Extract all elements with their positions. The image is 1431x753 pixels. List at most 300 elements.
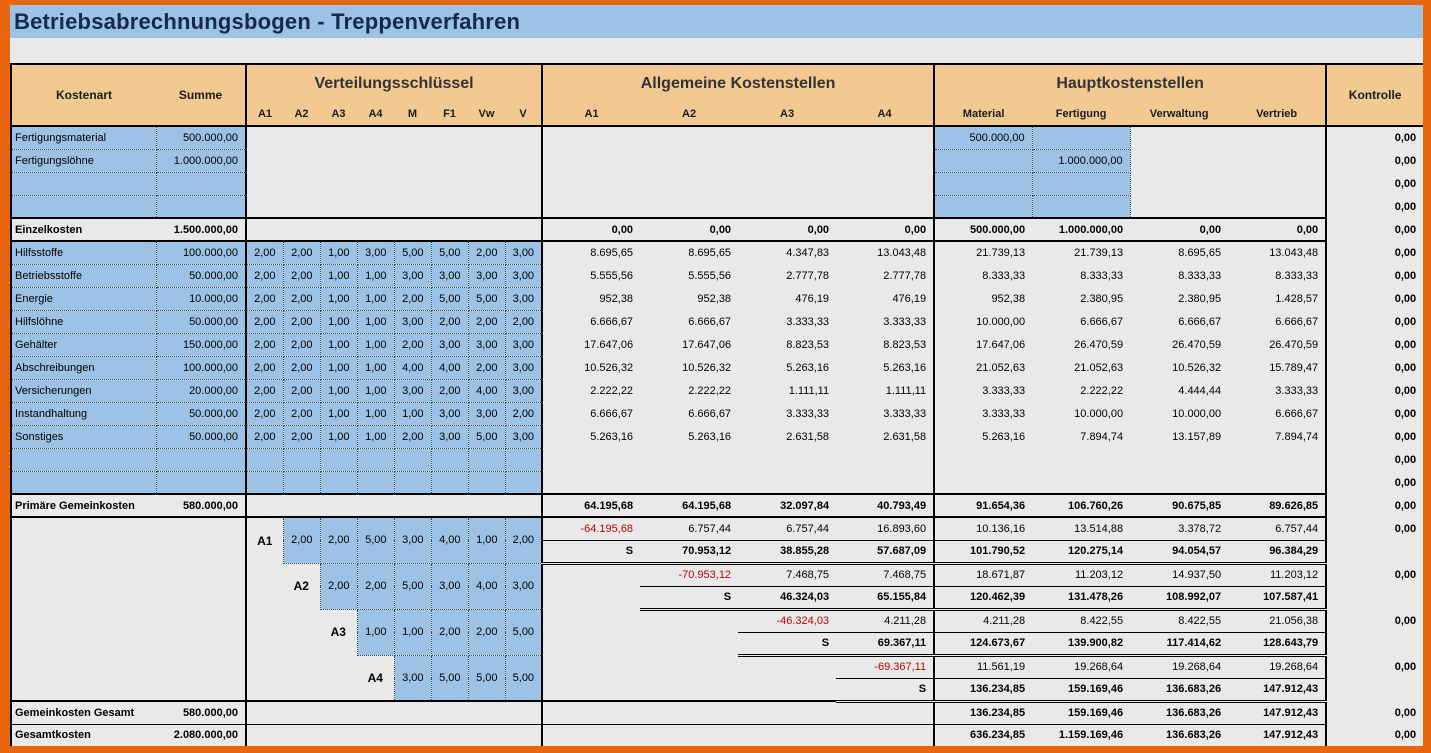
cell-vs-a4[interactable]: 1,00 [357,264,394,287]
cell-vs-a2[interactable]: 2,00 [283,287,320,310]
cell-vs-key-a1[interactable]: 2,00 [505,517,542,563]
cell-kontrolle[interactable]: 0,00 [1326,126,1423,149]
cell-vs-key-a1[interactable]: 2,00 [283,517,320,563]
cell-kontrolle[interactable]: 0,00 [1326,195,1423,218]
cell-summe[interactable]: 100.000,00 [156,241,246,264]
cell-ak-a4[interactable]: 40.793,49 [836,494,934,517]
cell-summe[interactable]: 10.000,00 [156,287,246,310]
cell-ak-a4[interactable]: 5.263,16 [836,356,934,379]
cell-vs-key-a1[interactable]: 2,00 [320,517,357,563]
cell-kostenart-gehaelter[interactable]: Gehälter [11,333,156,356]
cell-vs-f1[interactable] [431,448,468,471]
cell-kostenart-betriebsstoffe[interactable]: Betriebsstoffe [11,264,156,287]
cell-hk-sum-a2[interactable]: 107.587,41 [1228,586,1326,609]
cell-vs-v[interactable]: 2,00 [505,310,542,333]
cell-hk-alloc-a3[interactable]: 8.422,55 [1130,609,1228,632]
cell-vs-a4[interactable] [357,471,394,494]
cell-hk-vertrieb[interactable]: 6.666,67 [1228,402,1326,425]
cell-hk-material[interactable]: 952,38 [934,287,1032,310]
cell-vs-a2[interactable]: 2,00 [283,333,320,356]
cell-vs-vw[interactable]: 3,00 [468,333,505,356]
cell-vs-key-a2[interactable]: 2,00 [320,563,357,609]
cell-ak-a4[interactable]: 476,19 [836,287,934,310]
cell-hk-verwaltung[interactable]: 6.666,67 [1130,310,1228,333]
cell-kostenart-gemeinkosten-gesamt[interactable]: Gemeinkosten Gesamt [11,701,156,724]
cell-summe[interactable]: 1.000.000,00 [156,149,246,172]
cell-hk-fertigung[interactable]: 26.470,59 [1032,333,1130,356]
cell-ak-a1[interactable]: 2.222,22 [542,379,640,402]
cell-ak-a3[interactable]: 1.111,11 [738,379,836,402]
cell-hk-fertigung[interactable]: 8.333,33 [1032,264,1130,287]
cell-hk-alloc-a2[interactable]: 11.203,12 [1032,563,1130,586]
cell-kostenart-fertigungsmaterial[interactable]: Fertigungsmaterial [11,126,156,149]
cell-ak-a3[interactable]: 8.823,53 [738,333,836,356]
cell-hk-vertrieb[interactable]: 147.912,43 [1228,701,1326,724]
cell-kostenart-primaere-gemeinkosten[interactable]: Primäre Gemeinkosten [11,494,156,517]
cell-kostenart-versicherungen[interactable]: Versicherungen [11,379,156,402]
cell-vs-v[interactable] [505,471,542,494]
cell-summe[interactable]: 50.000,00 [156,310,246,333]
cell-hk-alloc-a2[interactable]: 18.671,87 [934,563,1032,586]
cell-summe[interactable]: 50.000,00 [156,425,246,448]
cell-vs-vw[interactable]: 5,00 [468,287,505,310]
cell-vs-a3[interactable]: 1,00 [320,379,357,402]
cell-ak-a1[interactable]: 6.666,67 [542,310,640,333]
cell-vs-f1[interactable]: 3,00 [431,402,468,425]
cell-hk-vertrieb[interactable]: 7.894,74 [1228,425,1326,448]
cell-ak-a2[interactable]: 6.666,67 [640,402,738,425]
cell-vs-vw[interactable]: 2,00 [468,310,505,333]
cell-vs-v[interactable]: 3,00 [505,333,542,356]
cell-hk-verwaltung[interactable]: 10.000,00 [1130,402,1228,425]
cell-vs-v[interactable]: 3,00 [505,356,542,379]
cell-vs-a1[interactable]: 2,00 [246,425,283,448]
cell-ak-a2[interactable]: 2.222,22 [640,379,738,402]
cell-ak-sum-a1[interactable]: 38.855,28 [738,540,836,563]
cell-hk-verwaltung[interactable]: 26.470,59 [1130,333,1228,356]
cell-kontrolle[interactable]: 0,00 [1326,172,1423,195]
cell-hk-verwaltung[interactable]: 0,00 [1130,218,1228,241]
cell-hk-material[interactable]: 636.234,85 [934,724,1032,746]
cell-ak-alloc-a2[interactable]: 7.468,75 [738,563,836,586]
cell-summe[interactable]: 150.000,00 [156,333,246,356]
cell-ak-a3[interactable]: 3.333,33 [738,310,836,333]
cell-vs-a4[interactable]: 3,00 [357,241,394,264]
cell-kostenart-hilfsloehne[interactable]: Hilfslöhne [11,310,156,333]
cell-vs-a3[interactable]: 1,00 [320,241,357,264]
cell-hk-material[interactable]: 500.000,00 [934,126,1032,149]
cell-ak-sum-a4[interactable] [738,678,836,701]
cell-kostenart-blank[interactable] [11,172,156,195]
cell-summe[interactable]: 100.000,00 [156,356,246,379]
cell-hk-verwaltung[interactable]: 10.526,32 [1130,356,1228,379]
cell-ak-alloc-a3[interactable] [542,609,640,632]
cell-ak-a3[interactable]: 4.347,83 [738,241,836,264]
cell-kontrolle[interactable]: 0,00 [1326,517,1423,540]
cell-hk-alloc-a3[interactable]: 8.422,55 [1032,609,1130,632]
cell-vs-vw[interactable]: 3,00 [468,264,505,287]
cell-hk-sum-a3[interactable]: 124.673,67 [934,632,1032,655]
cell-vs-v[interactable]: 3,00 [505,264,542,287]
cell-vs-key-a4[interactable]: 5,00 [431,655,468,701]
cell-hk-sum-a3[interactable]: 139.900,82 [1032,632,1130,655]
cell-kostenart-fertigungsloehne[interactable]: Fertigungslöhne [11,149,156,172]
cell-hk-vertrieb[interactable]: 0,00 [1228,218,1326,241]
cell-vs-a3[interactable]: 1,00 [320,310,357,333]
cell-ak-alloc-a4[interactable] [738,655,836,678]
cell-vs-m[interactable]: 5,00 [394,241,431,264]
cell-hk-material[interactable]: 21.739,13 [934,241,1032,264]
cell-vs-f1[interactable]: 5,00 [431,241,468,264]
cell-hk-verwaltung[interactable]: 90.675,85 [1130,494,1228,517]
cell-vs-m[interactable]: 3,00 [394,264,431,287]
cell-vs-key-a1[interactable]: 1,00 [468,517,505,563]
cell-hk-fertigung[interactable]: 21.739,13 [1032,241,1130,264]
cell-ak-sum-a2[interactable]: 65.155,84 [836,586,934,609]
cell-kontrolle[interactable]: 0,00 [1326,218,1423,241]
cell-vs-a3[interactable]: 1,00 [320,402,357,425]
cell-ak-a4[interactable]: 0,00 [836,218,934,241]
cell-ak-a1[interactable]: 5.555,56 [542,264,640,287]
cell-ak-sum-a1[interactable]: 70.953,12 [640,540,738,563]
cell-ak-alloc-a3[interactable] [640,609,738,632]
cell-hk-material[interactable] [934,172,1032,195]
cell-hk-fertigung[interactable]: 2.222,22 [1032,379,1130,402]
cell-vs-a1[interactable]: 2,00 [246,402,283,425]
cell-hk-fertigung[interactable]: 1.000.000,00 [1032,149,1130,172]
cell-vs-a4[interactable]: 1,00 [357,310,394,333]
cell-vs-a2[interactable]: 2,00 [283,402,320,425]
cell-hk-alloc-a1[interactable]: 13.514,88 [1032,517,1130,540]
cell-vs-v[interactable]: 3,00 [505,425,542,448]
cell-vs-key-a4[interactable]: 5,00 [505,655,542,701]
cell-hk-sum-a2[interactable]: 131.478,26 [1032,586,1130,609]
cell-vs-a1[interactable]: 2,00 [246,241,283,264]
cell-kostenart-sonstiges[interactable]: Sonstiges [11,425,156,448]
cell-hk-vertrieb[interactable]: 8.333,33 [1228,264,1326,287]
cell-hk-verwaltung[interactable]: 136.683,26 [1130,701,1228,724]
cell-vs-m[interactable]: 3,00 [394,379,431,402]
cell-ak-a4[interactable]: 8.823,53 [836,333,934,356]
cell-vs-a3[interactable] [320,448,357,471]
cell-ak-a1[interactable]: 8.695,65 [542,241,640,264]
cell-vs-a2[interactable] [283,448,320,471]
cell-hk-fertigung[interactable] [1032,172,1130,195]
cell-vs-key-a1[interactable]: 4,00 [431,517,468,563]
cell-ak-alloc-a1[interactable]: 6.757,44 [640,517,738,540]
cell-vs-key-a1[interactable]: 3,00 [394,517,431,563]
cell-vs-key-a2[interactable]: 2,00 [357,563,394,609]
cell-ak-sum-a1[interactable]: 57.687,09 [836,540,934,563]
cell-hk-material[interactable]: 8.333,33 [934,264,1032,287]
cell-hk-vertrieb[interactable]: 6.666,67 [1228,310,1326,333]
cell-hk-sum-a4[interactable]: 147.912,43 [1228,678,1326,701]
cell-ak-a3[interactable]: 32.097,84 [738,494,836,517]
cell-hk-alloc-a1[interactable]: 10.136,16 [934,517,1032,540]
cell-summe[interactable] [156,195,246,218]
cell-vs-key-a2[interactable]: 5,00 [394,563,431,609]
cell-vs-f1[interactable]: 2,00 [431,379,468,402]
cell-hk-fertigung[interactable] [1032,126,1130,149]
cell-kontrolle[interactable]: 0,00 [1326,310,1423,333]
cell-ak-a4[interactable]: 2.777,78 [836,264,934,287]
cell-vs-f1[interactable]: 3,00 [431,425,468,448]
cell-vs-vw[interactable]: 2,00 [468,241,505,264]
cell-hk-material[interactable]: 3.333,33 [934,402,1032,425]
cell-vs-a1[interactable]: 2,00 [246,310,283,333]
cell-kontrolle[interactable]: 0,00 [1326,724,1423,746]
cell-vs-vw[interactable]: 5,00 [468,425,505,448]
cell-ak-a1[interactable]: 17.647,06 [542,333,640,356]
cell-kontrolle[interactable]: 0,00 [1326,287,1423,310]
cell-hk-sum-a1[interactable]: 96.384,29 [1228,540,1326,563]
cell-vs-vw[interactable]: 2,00 [468,356,505,379]
cell-kontrolle[interactable]: 0,00 [1326,609,1423,632]
cell-vs-a2[interactable]: 2,00 [283,264,320,287]
cell-s-marker-a3[interactable]: S [738,632,836,655]
cell-ak-a2[interactable]: 5.263,16 [640,425,738,448]
cell-kontrolle[interactable]: 0,00 [1326,241,1423,264]
cell-vs-key-a3[interactable]: 2,00 [468,609,505,655]
cell-hk-material[interactable]: 91.654,36 [934,494,1032,517]
cell-ak-a2[interactable]: 5.555,56 [640,264,738,287]
cell-vs-a3[interactable]: 1,00 [320,425,357,448]
cell-vs-key-a2[interactable]: 3,00 [431,563,468,609]
cell-ak-alloc-a3[interactable]: 4.211,28 [836,609,934,632]
cell-summe[interactable]: 50.000,00 [156,264,246,287]
cell-ak-alloc-a3[interactable]: -46.324,03 [738,609,836,632]
cell-kontrolle[interactable]: 0,00 [1326,448,1423,471]
cell-hk-fertigung[interactable]: 10.000,00 [1032,402,1130,425]
cell-kontrolle[interactable]: 0,00 [1326,494,1423,517]
cell-summe[interactable]: 580.000,00 [156,494,246,517]
cell-ak-alloc-a2[interactable] [542,563,640,586]
cell-kostenart-blank[interactable] [11,471,156,494]
cell-kostenart-einzelkosten[interactable]: Einzelkosten [11,218,156,241]
cell-vs-a1[interactable]: 2,00 [246,356,283,379]
cell-ak-sum-a2[interactable] [542,586,640,609]
cell-vs-v[interactable]: 3,00 [505,241,542,264]
cell-hk-verwaltung[interactable]: 2.380,95 [1130,287,1228,310]
cell-ak-a4[interactable]: 3.333,33 [836,402,934,425]
cell-hk-vertrieb[interactable]: 3.333,33 [1228,379,1326,402]
cell-vs-a3[interactable]: 1,00 [320,287,357,310]
cell-ak-alloc-a1[interactable]: 16.893,60 [836,517,934,540]
cell-vs-a4[interactable]: 1,00 [357,356,394,379]
cell-hk-sum-a4[interactable]: 136.683,26 [1130,678,1228,701]
cell-ak-a1[interactable]: 0,00 [542,218,640,241]
cell-s-marker-a2[interactable]: S [640,586,738,609]
cell-vs-m[interactable]: 4,00 [394,356,431,379]
cell-kontrolle[interactable]: 0,00 [1326,425,1423,448]
cell-hk-alloc-a1[interactable]: 3.378,72 [1130,517,1228,540]
cell-vs-a4[interactable]: 1,00 [357,287,394,310]
cell-vs-key-a3[interactable]: 1,00 [394,609,431,655]
cell-ak-a3[interactable]: 3.333,33 [738,402,836,425]
cell-summe[interactable]: 500.000,00 [156,126,246,149]
cell-hk-sum-a2[interactable]: 120.462,39 [934,586,1032,609]
cell-ak-a3[interactable]: 2.777,78 [738,264,836,287]
cell-vs-key-a3[interactable]: 5,00 [505,609,542,655]
cell-vs-v[interactable] [505,448,542,471]
cell-vs-vw[interactable]: 4,00 [468,379,505,402]
cell-ak-a4[interactable]: 3.333,33 [836,310,934,333]
cell-hk-vertrieb[interactable]: 89.626,85 [1228,494,1326,517]
cell-kostenart-gesamtkosten[interactable]: Gesamtkosten [11,724,156,746]
cell-hk-sum-a3[interactable]: 117.414,62 [1130,632,1228,655]
cell-hk-verwaltung[interactable]: 13.157,89 [1130,425,1228,448]
cell-hk-vertrieb[interactable]: 13.043,48 [1228,241,1326,264]
cell-hk-verwaltung[interactable]: 8.695,65 [1130,241,1228,264]
cell-vs-a3[interactable]: 1,00 [320,333,357,356]
cell-ak-alloc-a4[interactable]: -69.367,11 [836,655,934,678]
cell-summe[interactable] [156,471,246,494]
cell-kontrolle[interactable]: 0,00 [1326,356,1423,379]
cell-hk-vertrieb[interactable]: 15.789,47 [1228,356,1326,379]
cell-vs-key-a2[interactable]: 4,00 [468,563,505,609]
cell-vs-vw[interactable] [468,471,505,494]
cell-hk-sum-a1[interactable]: 101.790,52 [934,540,1032,563]
cell-hk-alloc-a2[interactable]: 11.203,12 [1228,563,1326,586]
cell-vs-a1[interactable]: 2,00 [246,287,283,310]
cell-vs-m[interactable]: 3,00 [394,310,431,333]
cell-vs-key-a3[interactable]: 2,00 [431,609,468,655]
cell-kontrolle[interactable]: 0,00 [1326,264,1423,287]
cell-kostenart-abschreibungen[interactable]: Abschreibungen [11,356,156,379]
cell-hk-fertigung[interactable]: 21.052,63 [1032,356,1130,379]
cell-hk-material[interactable] [934,149,1032,172]
cell-vs-a1[interactable]: 2,00 [246,333,283,356]
cell-hk-sum-a1[interactable]: 94.054,57 [1130,540,1228,563]
cell-hk-alloc-a4[interactable]: 19.268,64 [1130,655,1228,678]
cell-ak-alloc-a2[interactable]: 7.468,75 [836,563,934,586]
cell-hk-verwaltung[interactable]: 4.444,44 [1130,379,1228,402]
cell-vs-m[interactable] [394,448,431,471]
cell-ak-a2[interactable]: 10.526,32 [640,356,738,379]
cell-ak-a1[interactable]: 10.526,32 [542,356,640,379]
cell-hk-material[interactable]: 21.052,63 [934,356,1032,379]
cell-summe[interactable]: 580.000,00 [156,701,246,724]
cell-ak-a1[interactable]: 952,38 [542,287,640,310]
cell-ak-sum-a3[interactable] [640,632,738,655]
cell-ak-alloc-a2[interactable]: -70.953,12 [640,563,738,586]
cell-hk-sum-a4[interactable]: 159.169,46 [1032,678,1130,701]
cell-vs-vw[interactable]: 3,00 [468,402,505,425]
cell-vs-m[interactable]: 2,00 [394,333,431,356]
cell-kostenart-energie[interactable]: Energie [11,287,156,310]
cell-vs-a3[interactable] [320,471,357,494]
cell-hk-alloc-a3[interactable]: 4.211,28 [934,609,1032,632]
cell-hk-alloc-a4[interactable]: 11.561,19 [934,655,1032,678]
cell-kontrolle[interactable]: 0,00 [1326,471,1423,494]
cell-kontrolle[interactable]: 0,00 [1326,149,1423,172]
cell-vs-key-a4[interactable]: 5,00 [468,655,505,701]
cell-vs-f1[interactable]: 3,00 [431,333,468,356]
cell-hk-verwaltung[interactable]: 136.683,26 [1130,724,1228,746]
cell-hk-alloc-a3[interactable]: 21.056,38 [1228,609,1326,632]
cell-s-marker-a4[interactable]: S [836,678,934,701]
cell-vs-a4[interactable]: 1,00 [357,379,394,402]
cell-vs-f1[interactable]: 5,00 [431,287,468,310]
cell-vs-v[interactable]: 2,00 [505,402,542,425]
cell-ak-alloc-a1[interactable]: 6.757,44 [738,517,836,540]
cell-vs-a2[interactable]: 2,00 [283,425,320,448]
cell-hk-alloc-a1[interactable]: 6.757,44 [1228,517,1326,540]
cell-hk-sum-a2[interactable]: 108.992,07 [1130,586,1228,609]
cell-ak-a2[interactable]: 0,00 [640,218,738,241]
cell-hk-material[interactable]: 500.000,00 [934,218,1032,241]
cell-vs-m[interactable]: 2,00 [394,425,431,448]
cell-vs-vw[interactable] [468,448,505,471]
cell-ak-a1[interactable]: 64.195,68 [542,494,640,517]
cell-kontrolle[interactable]: 0,00 [1326,701,1423,724]
cell-ak-a4[interactable]: 13.043,48 [836,241,934,264]
cell-hk-vertrieb[interactable]: 26.470,59 [1228,333,1326,356]
cell-hk-sum-a1[interactable]: 120.275,14 [1032,540,1130,563]
cell-kostenart-blank[interactable] [11,195,156,218]
cell-kostenart-blank[interactable] [11,448,156,471]
cell-hk-fertigung[interactable]: 1.000.000,00 [1032,218,1130,241]
cell-vs-m[interactable] [394,471,431,494]
cell-vs-key-a3[interactable]: 1,00 [357,609,394,655]
cell-hk-material[interactable] [934,195,1032,218]
cell-hk-alloc-a4[interactable]: 19.268,64 [1032,655,1130,678]
cell-ak-alloc-a1[interactable]: -64.195,68 [542,517,640,540]
cell-vs-a3[interactable]: 1,00 [320,264,357,287]
cell-vs-a4[interactable]: 1,00 [357,402,394,425]
cell-vs-f1[interactable]: 2,00 [431,310,468,333]
cell-summe[interactable]: 50.000,00 [156,402,246,425]
cell-kontrolle[interactable]: 0,00 [1326,379,1423,402]
cell-vs-m[interactable]: 2,00 [394,287,431,310]
cell-ak-a4[interactable]: 2.631,58 [836,425,934,448]
cell-vs-a2[interactable]: 2,00 [283,356,320,379]
cell-ak-a3[interactable]: 0,00 [738,218,836,241]
cell-kostenart-hilfsstoffe[interactable]: Hilfsstoffe [11,241,156,264]
cell-vs-a4[interactable]: 1,00 [357,425,394,448]
cell-vs-key-a1[interactable]: 5,00 [357,517,394,563]
cell-ak-sum-a3[interactable]: 69.367,11 [836,632,934,655]
cell-hk-fertigung[interactable]: 106.760,26 [1032,494,1130,517]
cell-ak-a2[interactable]: 17.647,06 [640,333,738,356]
cell-hk-fertigung[interactable]: 7.894,74 [1032,425,1130,448]
cell-hk-sum-a4[interactable]: 136.234,85 [934,678,1032,701]
cell-hk-fertigung[interactable] [1032,195,1130,218]
cell-hk-alloc-a2[interactable]: 14.937,50 [1130,563,1228,586]
cell-hk-sum-a3[interactable]: 128.643,79 [1228,632,1326,655]
cell-hk-fertigung[interactable]: 1.159.169,46 [1032,724,1130,746]
cell-kontrolle[interactable]: 0,00 [1326,333,1423,356]
cell-kostenart-instandhaltung[interactable]: Instandhaltung [11,402,156,425]
cell-hk-verwaltung[interactable]: 8.333,33 [1130,264,1228,287]
cell-hk-material[interactable]: 17.647,06 [934,333,1032,356]
cell-hk-material[interactable]: 10.000,00 [934,310,1032,333]
cell-vs-v[interactable]: 3,00 [505,287,542,310]
cell-ak-sum-a4[interactable] [640,678,738,701]
cell-hk-vertrieb[interactable]: 147.912,43 [1228,724,1326,746]
cell-ak-a2[interactable]: 952,38 [640,287,738,310]
cell-hk-fertigung[interactable]: 2.380,95 [1032,287,1130,310]
cell-vs-v[interactable]: 3,00 [505,379,542,402]
cell-summe[interactable]: 1.500.000,00 [156,218,246,241]
cell-hk-material[interactable]: 3.333,33 [934,379,1032,402]
cell-ak-a3[interactable]: 476,19 [738,287,836,310]
cell-vs-a2[interactable]: 2,00 [283,379,320,402]
cell-kontrolle[interactable]: 0,00 [1326,655,1423,678]
cell-ak-a2[interactable]: 8.695,65 [640,241,738,264]
cell-ak-alloc-a4[interactable] [640,655,738,678]
cell-s-marker-a1[interactable]: S [542,540,640,563]
